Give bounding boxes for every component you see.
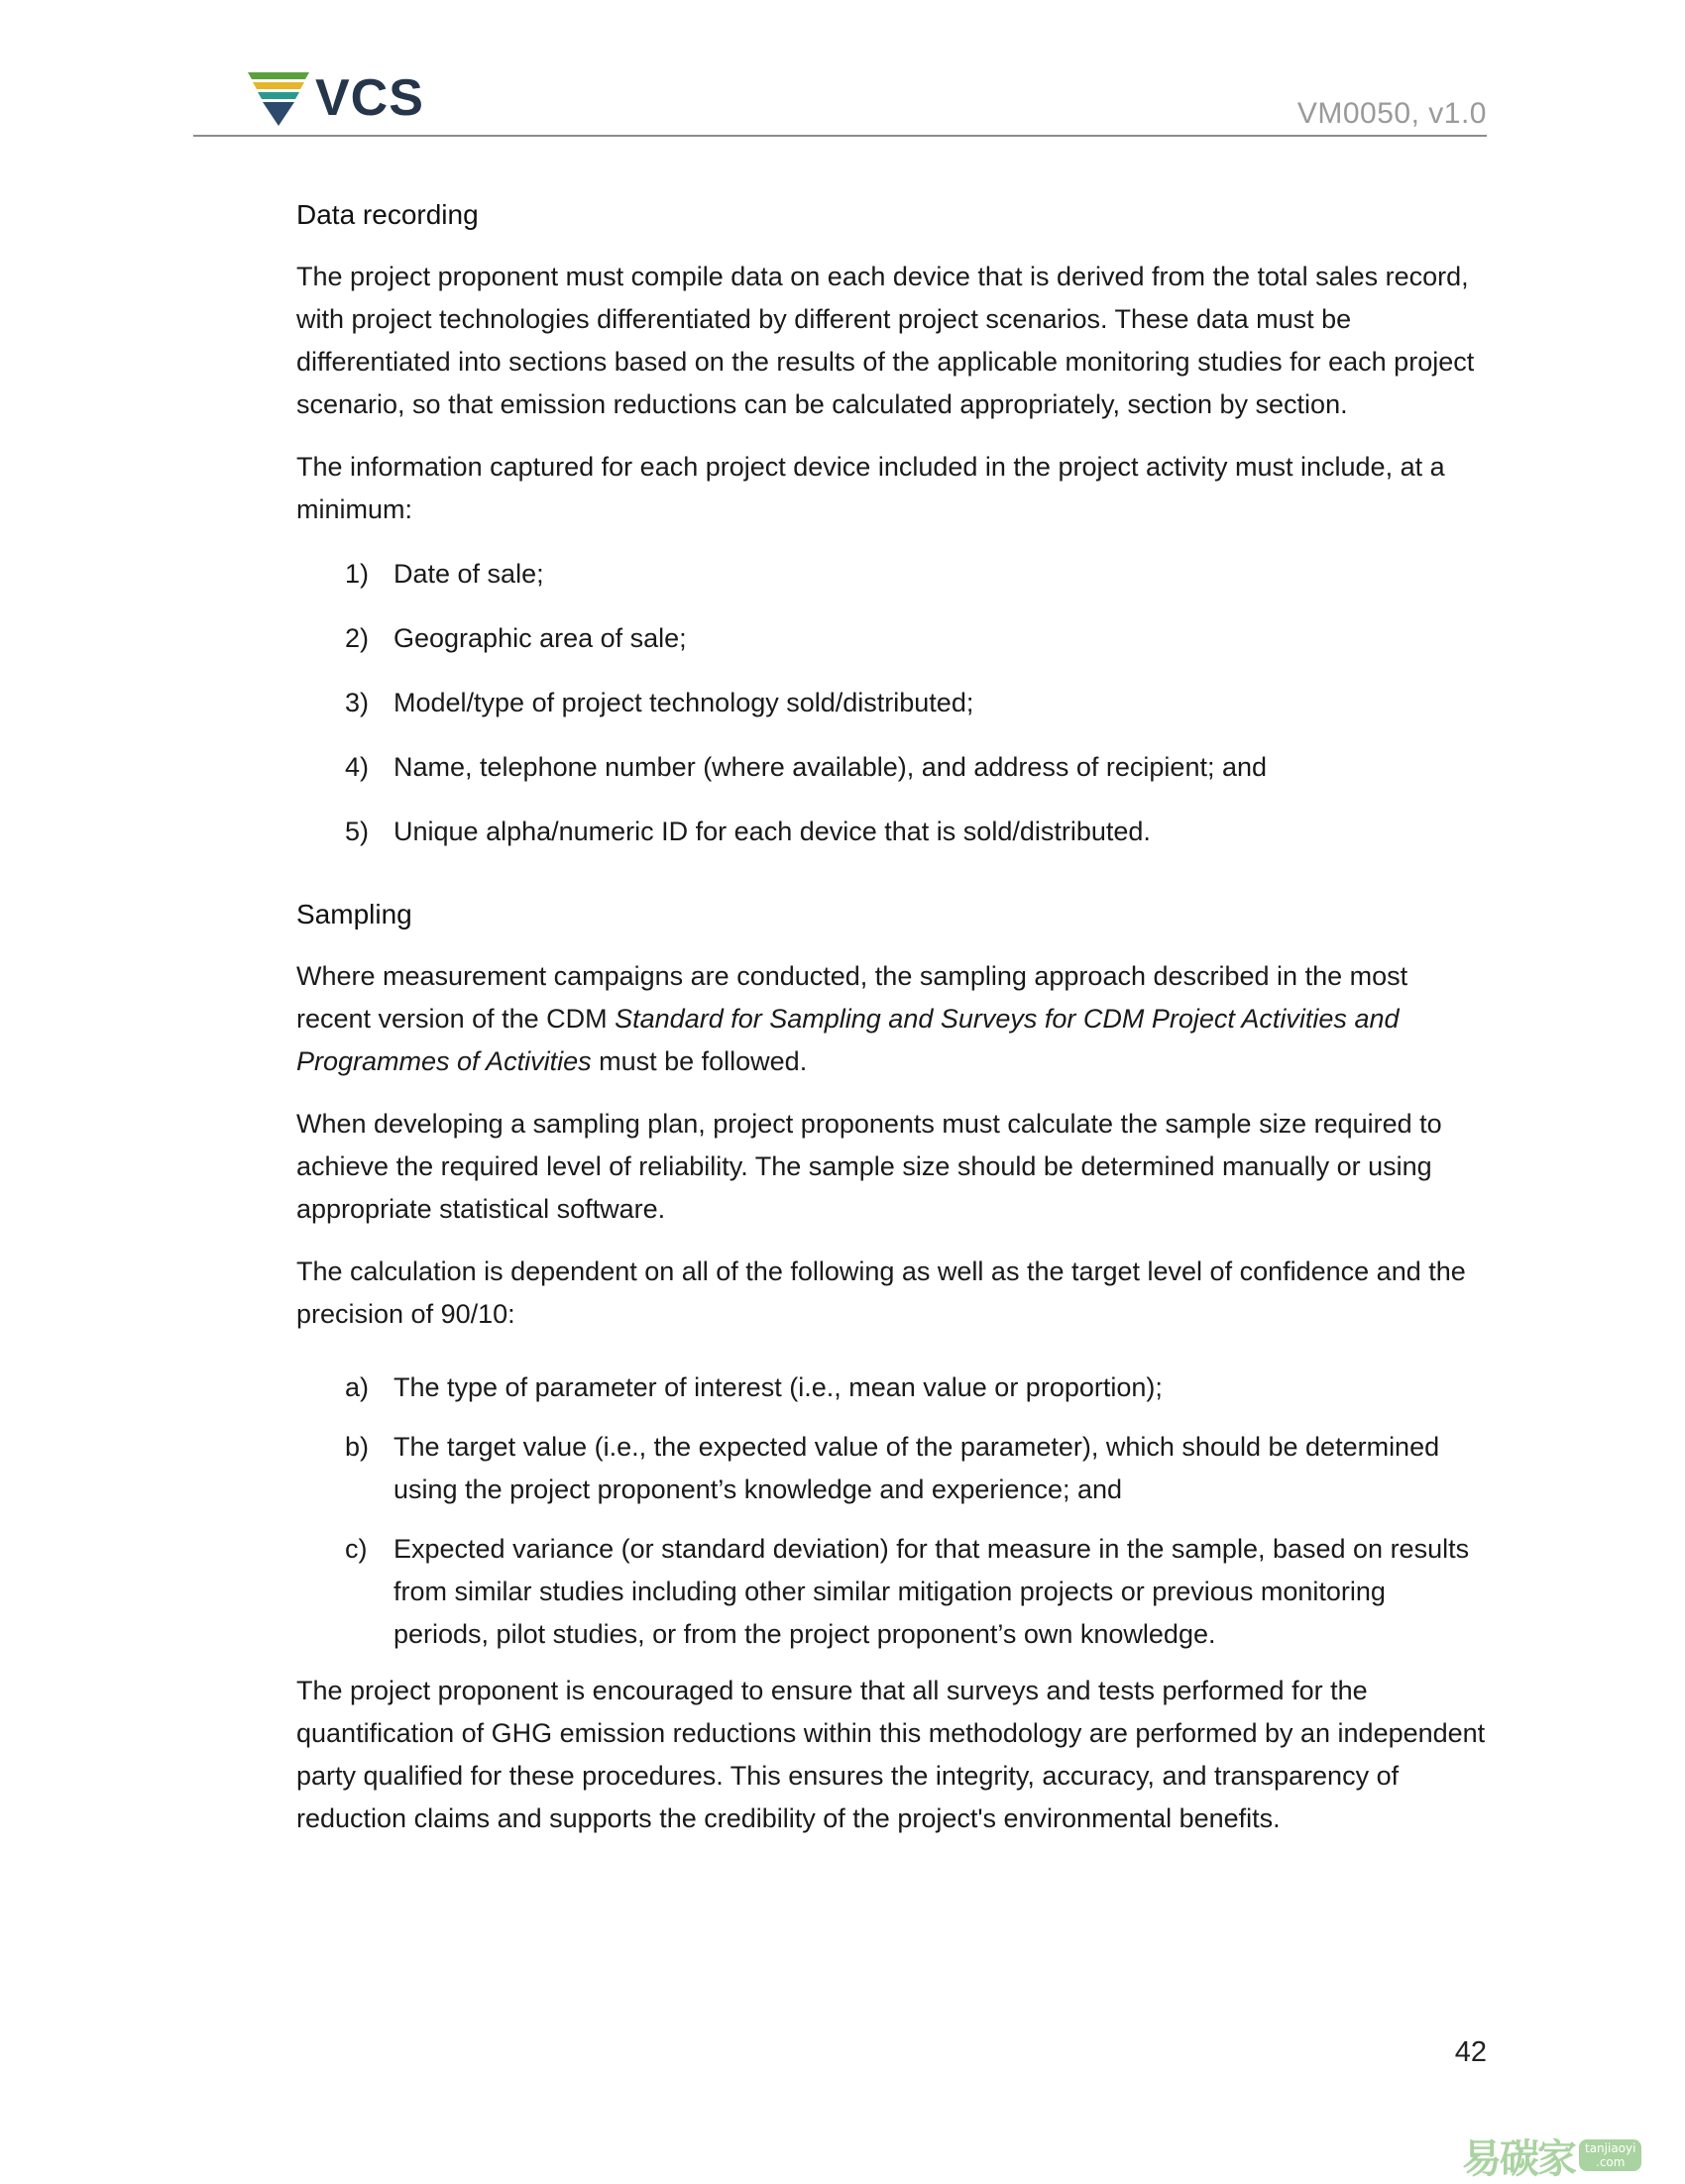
logo-text: VCS xyxy=(315,69,424,127)
lettered-list xyxy=(296,1366,1486,1656)
paragraph: The project proponent must compile data on each device that is derived from the total sales record, with project technologies differentiated by different project scenarios. These data must be differentiated into sections based on the results of the applicable monitoring studies for each project scenario, so that emission reductions can be calculated appropriately, section by section. xyxy=(296,262,1475,419)
list-item xyxy=(296,811,1486,853)
page-number: 42 xyxy=(1454,2036,1487,2068)
paragraph: When developing a sampling plan, project proponents must calculate the sample size required to achieve the required level of reliability. The sample size should be determined manually or using appropriate statistical software. xyxy=(296,1109,1442,1224)
list-item xyxy=(296,1426,1486,1511)
watermark-badge xyxy=(1579,2139,1641,2171)
watermark-text: 易碳家 xyxy=(1462,2135,1575,2182)
list-marker: 3) xyxy=(345,688,370,717)
paragraph xyxy=(296,955,1486,1083)
list-item-text: The type of parameter of interest (i.e., mean value or proportion); xyxy=(393,1372,1163,1402)
section-heading-sampling: Sampling xyxy=(296,899,412,929)
list-item-text: Name, telephone number (where available), and address of recipient; and xyxy=(393,752,1268,782)
header-divider xyxy=(193,135,1487,137)
page-content xyxy=(296,193,1486,1840)
watermark-logo xyxy=(1462,2135,1641,2182)
list-marker: 1) xyxy=(345,559,370,589)
list-item-text: Date of sale; xyxy=(393,559,544,589)
vcs-logo xyxy=(248,69,424,127)
list-item xyxy=(296,1528,1486,1656)
list-item xyxy=(296,553,1486,596)
watermark-badge-line: .com xyxy=(1596,2155,1626,2169)
list-marker: a) xyxy=(345,1372,370,1402)
watermark-badge-line: tanjiaoyi xyxy=(1585,2141,1636,2155)
list-marker: 5) xyxy=(345,817,370,846)
list-item xyxy=(296,617,1486,660)
paragraph-text: Where measurement campaigns are conducted, the sampling approach described in the most recent version of the CDM xyxy=(296,961,1408,1034)
list-marker: c) xyxy=(345,1534,368,1564)
document-id: VM0050, v1.0 xyxy=(1296,97,1487,130)
list-item-text: Model/type of project technology sold/distributed; xyxy=(393,688,974,717)
standard-title: Standard for Sampling and Surveys for CDM Project Activities and Programmes of Activities xyxy=(296,1004,1400,1076)
paragraph-text: must be followed. xyxy=(591,1046,808,1076)
paragraph: The information captured for each project device included in the project activity must include, at a minimum: xyxy=(296,452,1445,524)
paragraph: The project proponent is encouraged to ensure that all surveys and tests performed for the quantification of GHG emission reductions within this methodology are performed by an independent party qualified for these procedures. This ensures the integrity, accuracy, and transparency of reduction claims and supports the credibility of the project's environmental benefits. xyxy=(296,1676,1486,1833)
list-item-text: Expected variance (or standard deviation) for that measure in the sample, based on results from similar studies including other similar mitigation projects or previous monitoring periods, pilot studies, or from the project proponent’s own knowledge. xyxy=(393,1534,1470,1649)
list-marker: 2) xyxy=(345,623,370,653)
list-item xyxy=(296,1366,1486,1409)
list-marker: 4) xyxy=(345,752,370,782)
paragraph: The calculation is dependent on all of the following as well as the target level of confidence and the precision of 90/10: xyxy=(296,1256,1466,1329)
list-item xyxy=(296,746,1486,789)
vcs-logo-mark-icon xyxy=(248,70,309,126)
section-heading-data-recording: Data recording xyxy=(296,199,479,230)
list-item xyxy=(296,682,1486,724)
list-item-text: The target value (i.e., the expected value of the parameter), which should be determined using the project proponent’s knowledge and experience; and xyxy=(393,1432,1440,1504)
list-item-text: Unique alpha/numeric ID for each device that is sold/distributed. xyxy=(393,817,1151,846)
list-item-text: Geographic area of sale; xyxy=(393,623,687,653)
numbered-list xyxy=(296,553,1486,853)
list-marker: b) xyxy=(345,1432,370,1462)
